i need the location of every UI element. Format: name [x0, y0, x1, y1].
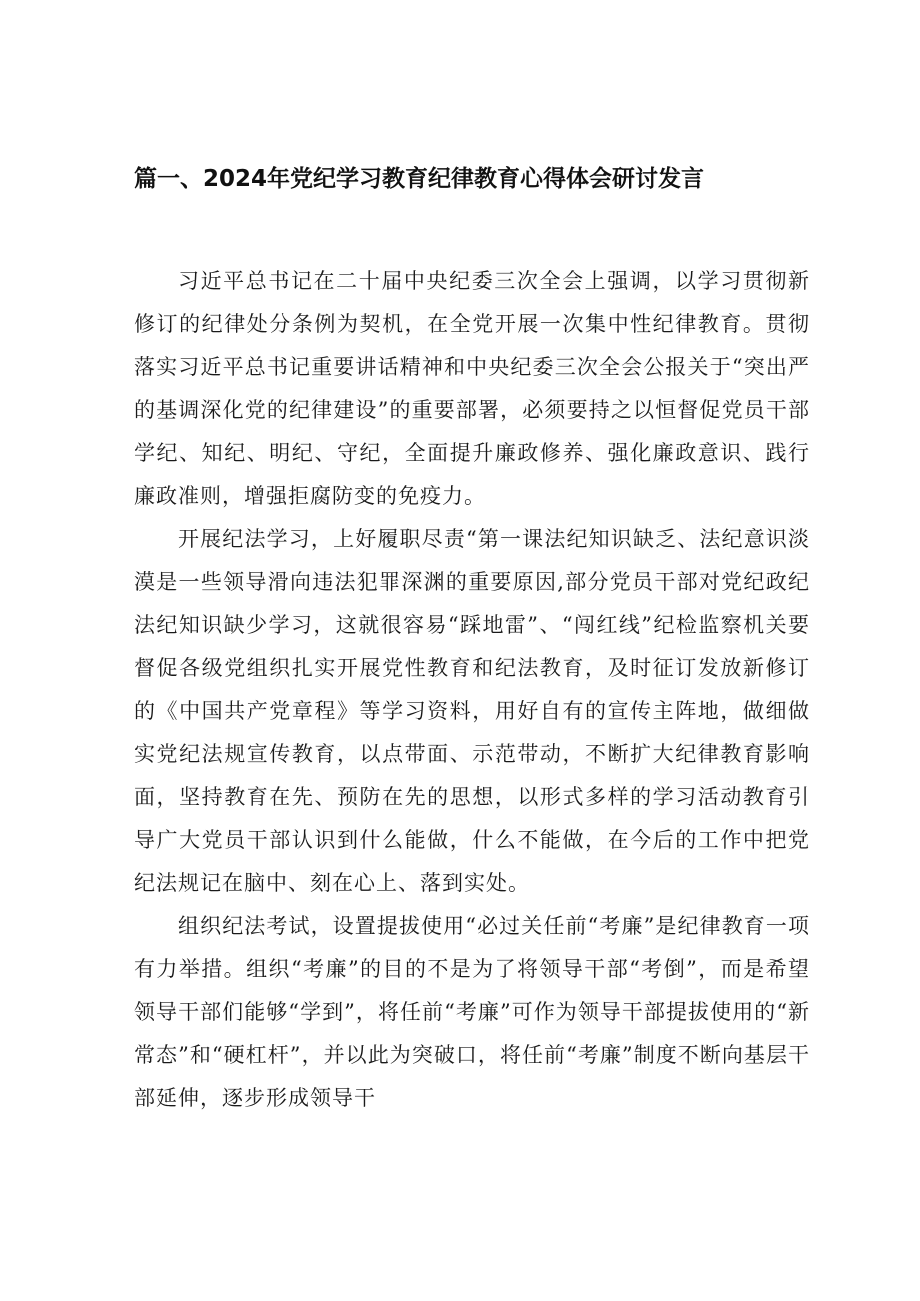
- document-body: [134, 260, 810, 1120]
- paragraph-2: 开展纪法学习，上好履职尽责“第一课法纪知识缺乏、法纪意识淡漠是一些领导滑向违法犯罪深渊的重要原因,部分党员干部对党纪政纪法纪知识缺少学习，这就很容易“踩地雷”、“闯红线”纪检监察机关要督促各级党组织扎实开展党性教育和纪法教育，及时征订发放新修订的《中国共产党章程》等学习资料，用好自有的宣传主阵地，做细做实党纪法规宣传教育，以点带面、示范带动，不断扩大纪律教育影响面，坚持教育在先、预防在先的思想，以形式多样的学习活动教育引导广大党员干部认识到什么能做，什么不能做，在今后的工作中把党纪法规记在脑中、刻在心上、落到实处。: [134, 527, 810, 895]
- paragraph-1: 习近平总书记在二十届中央纪委三次全会上强调，以学习贯彻新修订的纪律处分条例为契机，在全党开展一次集中性纪律教育。贯彻落实习近平总书记重要讲话精神和中央纪委三次全会公报关于“突出严的基调深化党的纪律建设”的重要部署，必须要持之以恒督促党员干部学纪、知纪、明纪、守纪，全面提升廉政修养、强化廉政意识、践行廉政准则，增强拒腐防变的免疫力。: [134, 269, 810, 508]
- paragraph-3: 组织纪法考试，设置提拔使用“必过关任前“考廉”是纪律教育一项有力举措。组织“考廉”的目的不是为了将领导干部“考倒”，而是希望领导干部们能够“学到”，将任前“考廉”可作为领导干部提拔使用的“新常态”和“硬杠杆”，并以此为突破口，将任前“考廉”制度不断向基层干部延伸，逐步形成领导干: [134, 914, 810, 1110]
- document-title: 篇一、2024年党纪学习教育纪律教育心得体会研讨发言: [134, 166, 705, 192]
